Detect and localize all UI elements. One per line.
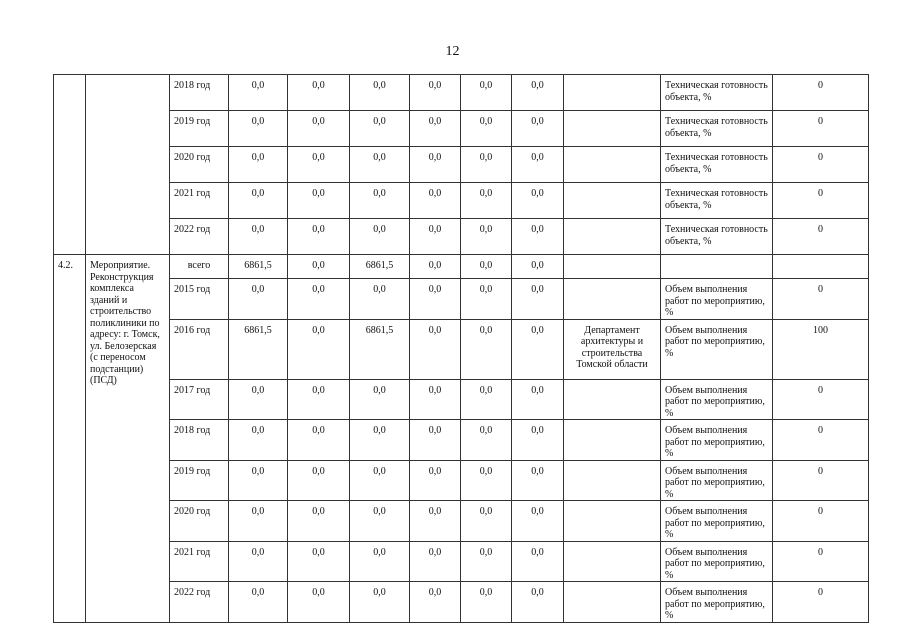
value-cell: 0,0	[512, 255, 564, 279]
value-cell: 0,0	[229, 501, 288, 542]
value-cell: 0,0	[288, 183, 350, 219]
table-row	[54, 460, 869, 501]
value-cell: 0,0	[229, 219, 288, 255]
table-row	[54, 255, 869, 279]
value-cell: 0,0	[229, 279, 288, 320]
executor-cell	[564, 379, 661, 420]
executor-cell	[564, 183, 661, 219]
executor-cell	[564, 420, 661, 461]
value-cell: 0,0	[410, 501, 461, 542]
table-row	[54, 541, 869, 582]
value-cell: 6861,5	[350, 319, 410, 379]
item-name-cell: Мероприятие. Реконструкция комплекса зданий и строительство поликлиники по адресу: г. Томск, ул. Белозерская (с переносом подстанции) (ПСД)	[86, 255, 170, 623]
indicator-cell: Техническая готовность объекта, %	[661, 75, 773, 111]
year-cell: 2022 год	[170, 582, 229, 623]
value-cell: 0,0	[288, 279, 350, 320]
executor-cell: Департамент архитектуры и строительства Томской области	[564, 319, 661, 379]
value-cell: 0,0	[229, 379, 288, 420]
value-cell: 0,0	[461, 379, 512, 420]
year-cell: 2016 год	[170, 319, 229, 379]
indicator-cell	[661, 255, 773, 279]
target-cell	[773, 255, 869, 279]
year-cell: 2019 год	[170, 460, 229, 501]
value-cell: 0,0	[350, 279, 410, 320]
value-cell: 0,0	[229, 420, 288, 461]
indicator-cell: Объем выполнения работ по мероприятию, %	[661, 541, 773, 582]
table-row	[54, 183, 869, 219]
value-cell: 0,0	[512, 541, 564, 582]
table-row	[54, 420, 869, 461]
value-cell: 0,0	[288, 319, 350, 379]
value-cell: 0,0	[512, 219, 564, 255]
year-cell: 2018 год	[170, 75, 229, 111]
value-cell: 0,0	[410, 183, 461, 219]
value-cell: 0,0	[350, 75, 410, 111]
value-cell: 0,0	[350, 379, 410, 420]
value-cell: 0,0	[410, 460, 461, 501]
executor-cell	[564, 582, 661, 623]
value-cell: 0,0	[229, 460, 288, 501]
value-cell: 0,0	[288, 379, 350, 420]
value-cell: 0,0	[410, 541, 461, 582]
value-cell: 0,0	[461, 219, 512, 255]
indicator-cell: Объем выполнения работ по мероприятию, %	[661, 501, 773, 542]
value-cell: 0,0	[461, 255, 512, 279]
value-cell: 0,0	[512, 279, 564, 320]
target-cell: 0	[773, 111, 869, 147]
value-cell: 0,0	[512, 460, 564, 501]
value-cell: 0,0	[350, 541, 410, 582]
executor-cell	[564, 501, 661, 542]
value-cell: 0,0	[410, 219, 461, 255]
value-cell: 0,0	[229, 541, 288, 582]
year-cell: 2018 год	[170, 420, 229, 461]
indicator-cell: Объем выполнения работ по мероприятию, %	[661, 379, 773, 420]
table-row	[54, 219, 869, 255]
target-cell: 0	[773, 501, 869, 542]
value-cell: 6861,5	[350, 255, 410, 279]
year-cell: 2020 год	[170, 147, 229, 183]
value-cell: 0,0	[512, 147, 564, 183]
indicator-cell: Техническая готовность объекта, %	[661, 147, 773, 183]
value-cell: 0,0	[410, 111, 461, 147]
value-cell: 6861,5	[229, 255, 288, 279]
value-cell: 0,0	[461, 75, 512, 111]
value-cell: 0,0	[350, 111, 410, 147]
year-cell: 2019 год	[170, 111, 229, 147]
number-cell	[54, 75, 86, 255]
value-cell: 0,0	[288, 111, 350, 147]
executor-cell	[564, 255, 661, 279]
value-cell: 0,0	[461, 279, 512, 320]
value-cell: 0,0	[512, 319, 564, 379]
value-cell: 0,0	[229, 183, 288, 219]
value-cell: 0,0	[229, 147, 288, 183]
value-cell: 0,0	[410, 279, 461, 320]
value-cell: 0,0	[229, 582, 288, 623]
value-cell: 0,0	[512, 111, 564, 147]
value-cell: 0,0	[288, 420, 350, 461]
value-cell: 0,0	[410, 75, 461, 111]
value-cell: 0,0	[350, 501, 410, 542]
target-cell: 0	[773, 582, 869, 623]
value-cell: 0,0	[410, 147, 461, 183]
value-cell: 0,0	[461, 501, 512, 542]
value-cell: 0,0	[410, 255, 461, 279]
target-cell: 0	[773, 379, 869, 420]
target-cell: 0	[773, 279, 869, 320]
value-cell: 0,0	[288, 582, 350, 623]
value-cell: 0,0	[512, 183, 564, 219]
value-cell: 0,0	[288, 255, 350, 279]
table-row	[54, 279, 869, 320]
executor-cell	[564, 219, 661, 255]
year-cell: 2020 год	[170, 501, 229, 542]
value-cell: 0,0	[512, 501, 564, 542]
value-cell: 0,0	[288, 541, 350, 582]
executor-cell	[564, 460, 661, 501]
indicator-cell: Объем выполнения работ по мероприятию, %	[661, 582, 773, 623]
executor-cell	[564, 147, 661, 183]
value-cell: 0,0	[461, 541, 512, 582]
indicator-cell: Техническая готовность объекта, %	[661, 183, 773, 219]
value-cell: 0,0	[512, 75, 564, 111]
item-number-cell: 4.2.	[54, 255, 86, 623]
executor-cell	[564, 541, 661, 582]
value-cell: 0,0	[461, 147, 512, 183]
target-cell: 0	[773, 147, 869, 183]
value-cell: 0,0	[350, 420, 410, 461]
table-row	[54, 111, 869, 147]
executor-cell	[564, 111, 661, 147]
value-cell: 0,0	[461, 460, 512, 501]
value-cell: 0,0	[461, 183, 512, 219]
value-cell: 0,0	[350, 219, 410, 255]
target-cell: 0	[773, 420, 869, 461]
value-cell: 0,0	[461, 582, 512, 623]
value-cell: 0,0	[288, 147, 350, 183]
value-cell: 0,0	[288, 75, 350, 111]
value-cell: 0,0	[350, 147, 410, 183]
target-cell: 0	[773, 541, 869, 582]
executor-cell	[564, 75, 661, 111]
value-cell: 0,0	[410, 420, 461, 461]
year-cell: 2017 год	[170, 379, 229, 420]
value-cell: 0,0	[410, 582, 461, 623]
executor-cell	[564, 279, 661, 320]
indicator-cell: Объем выполнения работ по мероприятию, %	[661, 319, 773, 379]
value-cell: 0,0	[229, 75, 288, 111]
value-cell: 0,0	[288, 460, 350, 501]
value-cell: 0,0	[229, 111, 288, 147]
value-cell: 6861,5	[229, 319, 288, 379]
target-cell: 0	[773, 75, 869, 111]
year-cell: 2021 год	[170, 183, 229, 219]
target-cell: 0	[773, 219, 869, 255]
value-cell: 0,0	[461, 420, 512, 461]
value-cell: 0,0	[512, 379, 564, 420]
year-cell: 2022 год	[170, 219, 229, 255]
indicator-cell: Объем выполнения работ по мероприятию, %	[661, 460, 773, 501]
value-cell: 0,0	[461, 319, 512, 379]
value-cell: 0,0	[410, 319, 461, 379]
year-cell: 2021 год	[170, 541, 229, 582]
value-cell: 0,0	[350, 582, 410, 623]
table-row	[54, 75, 869, 111]
value-cell: 0,0	[350, 183, 410, 219]
target-cell: 0	[773, 460, 869, 501]
year-cell: 2015 год	[170, 279, 229, 320]
indicator-cell: Объем выполнения работ по мероприятию, %	[661, 420, 773, 461]
year-cell: всего	[170, 255, 229, 279]
target-cell: 0	[773, 183, 869, 219]
value-cell: 0,0	[512, 420, 564, 461]
page-number: 12	[445, 44, 460, 59]
indicator-cell: Техническая готовность объекта, %	[661, 111, 773, 147]
value-cell: 0,0	[350, 460, 410, 501]
indicator-cell: Техническая готовность объекта, %	[661, 219, 773, 255]
table-row	[54, 582, 869, 623]
indicator-cell: Объем выполнения работ по мероприятию, %	[661, 279, 773, 320]
name-cell	[86, 75, 170, 255]
program-table	[53, 74, 869, 623]
value-cell: 0,0	[461, 111, 512, 147]
value-cell: 0,0	[288, 219, 350, 255]
table-row	[54, 501, 869, 542]
table-row	[54, 147, 869, 183]
value-cell: 0,0	[512, 582, 564, 623]
table-row	[54, 319, 869, 379]
table-row	[54, 379, 869, 420]
value-cell: 0,0	[288, 501, 350, 542]
value-cell: 0,0	[410, 379, 461, 420]
target-cell: 100	[773, 319, 869, 379]
